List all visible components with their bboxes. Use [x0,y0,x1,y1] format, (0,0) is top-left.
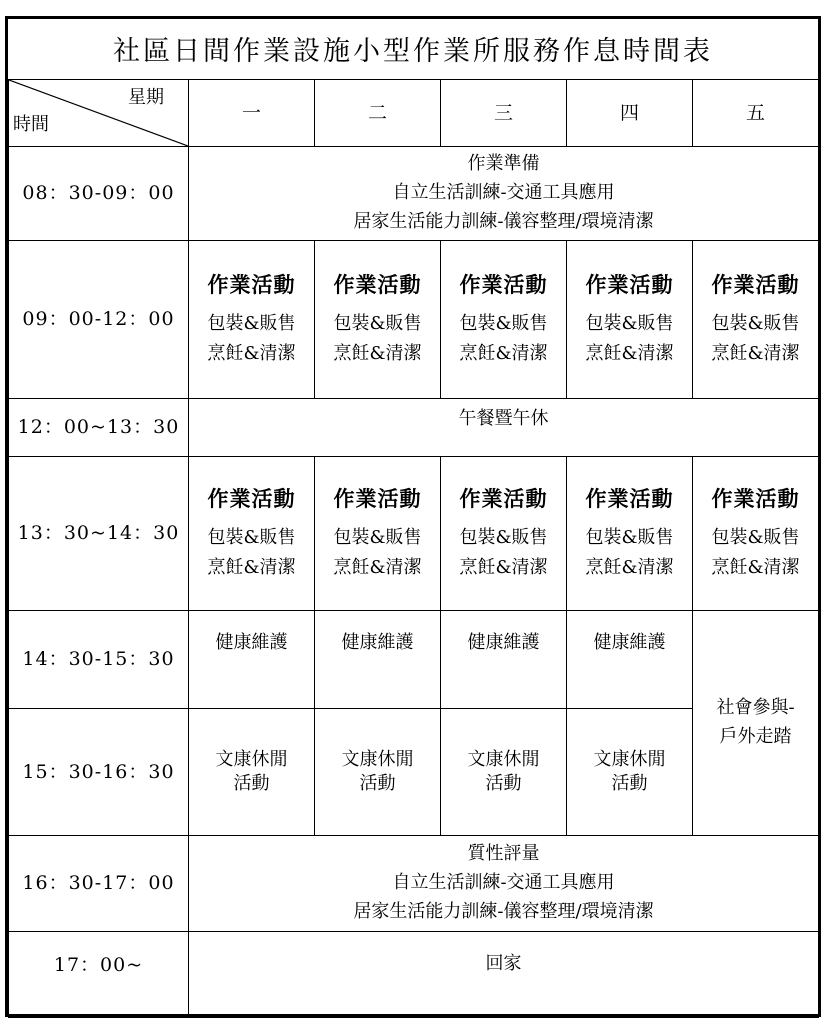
activity-line: 居家生活能力訓練-儀容整理/環境清潔 [353,210,654,232]
activity-line: 戶外走踏 [719,726,792,747]
time-cell: 12：00~13：30 [9,399,189,457]
row-1430 [9,611,819,709]
row-1200 [9,399,819,457]
time-cell: 16：30-17：00 [9,836,189,932]
activity-line: 包裝&販售 [585,526,674,548]
header-corner-cell [9,80,189,147]
header-day-mon: 一 [189,80,315,147]
activity-cell [441,241,567,399]
schedule-table [8,79,819,1018]
activity-line: 烹飪&清潔 [459,343,548,365]
row-1330 [9,457,819,611]
activity-cell [693,457,819,611]
header-day-label: 星期 [128,87,164,108]
activity-line: 烹飪&清潔 [207,343,296,365]
activity-line: 烹飪&清潔 [207,557,296,579]
health-cell: 健康維護 [567,611,693,709]
leisure-cell [189,709,315,836]
activity-line: 包裝&販售 [207,312,296,334]
activity-title: 作業活動 [585,487,674,512]
activity-line: 烹飪&清潔 [585,557,674,579]
activity-cell [315,457,441,611]
activity-line: 活動 [359,773,396,794]
health-cell: 健康維護 [189,611,315,709]
activity-cell [441,457,567,611]
activity-line: 烹飪&清潔 [585,343,674,365]
schedule-frame [5,16,821,1017]
activity-line: 烹飪&清潔 [333,557,422,579]
row-0830 [9,147,819,241]
row-1700 [9,932,819,1018]
time-cell: 14：30-15：30 [9,611,189,709]
time-cell: 08：30-09：00 [9,147,189,241]
header-day-thu: 四 [567,80,693,147]
activity-line: 烹飪&清潔 [711,557,800,579]
activity-line: 包裝&販售 [459,526,548,548]
health-cell: 健康維護 [315,611,441,709]
activity-line: 作業準備 [467,153,540,175]
activity-cell [693,241,819,399]
activity-title: 作業活動 [207,487,296,512]
time-cell: 13：30~14：30 [9,457,189,611]
leisure-cell [441,709,567,836]
activity-line: 居家生活能力訓練-儀容整理/環境清潔 [353,900,654,922]
header-day-tue: 二 [315,80,441,147]
activity-line: 烹飪&清潔 [711,343,800,365]
activity-line: 包裝&販售 [333,312,422,334]
header-day-fri: 五 [693,80,819,147]
activity-line: 包裝&販售 [207,526,296,548]
activity-cell [567,457,693,611]
activity-line: 活動 [485,773,522,794]
leisure-cell [567,709,693,836]
time-cell: 15：30-16：30 [9,709,189,836]
activity-title: 作業活動 [459,273,548,298]
activity-line: 文康休閒 [593,748,666,770]
activity-line: 文康休閒 [467,748,540,770]
activity-title: 作業活動 [711,273,800,298]
merged-activity-cell [189,836,819,932]
activity-line: 烹飪&清潔 [459,557,548,579]
leisure-cell [315,709,441,836]
activity-cell [315,241,441,399]
activity-line: 文康休閒 [341,748,414,770]
row-0900 [9,241,819,399]
activity-cell [189,241,315,399]
activity-title: 作業活動 [711,487,800,512]
time-cell: 17：00~ [9,932,189,1018]
activity-line: 包裝&販售 [585,312,674,334]
activity-title: 作業活動 [459,487,548,512]
row-1630 [9,836,819,932]
activity-line: 活動 [233,773,270,794]
social-participation-cell [693,611,819,836]
activity-line: 包裝&販售 [711,526,800,548]
activity-line: 自立生活訓練-交通工具應用 [392,872,615,894]
activity-line: 活動 [611,773,648,794]
activity-title: 作業活動 [585,273,674,298]
activity-line: 質性評量 [467,843,540,865]
lunch-cell: 午餐暨午休 [189,399,819,457]
activity-line: 包裝&販售 [711,312,800,334]
activity-line: 社會參與- [716,697,795,719]
activity-cell [567,241,693,399]
activity-cell [189,457,315,611]
go-home-cell: 回家 [189,932,819,1018]
activity-line: 包裝&販售 [459,312,548,334]
activity-line: 文康休閒 [215,748,288,770]
header-row [9,80,819,147]
activity-line: 包裝&販售 [333,526,422,548]
activity-line: 烹飪&清潔 [333,343,422,365]
merged-activity-cell [189,147,819,241]
activity-title: 作業活動 [333,487,422,512]
header-time-label: 時間 [13,114,49,136]
activity-line: 自立生活訓練-交通工具應用 [392,182,615,204]
activity-title: 作業活動 [207,273,296,298]
header-day-wed: 三 [441,80,567,147]
schedule-title: 社區日間作業設施小型作業所服務作息時間表 [113,35,713,67]
time-cell: 09：00-12：00 [9,241,189,399]
health-cell: 健康維護 [441,611,567,709]
activity-title: 作業活動 [333,273,422,298]
